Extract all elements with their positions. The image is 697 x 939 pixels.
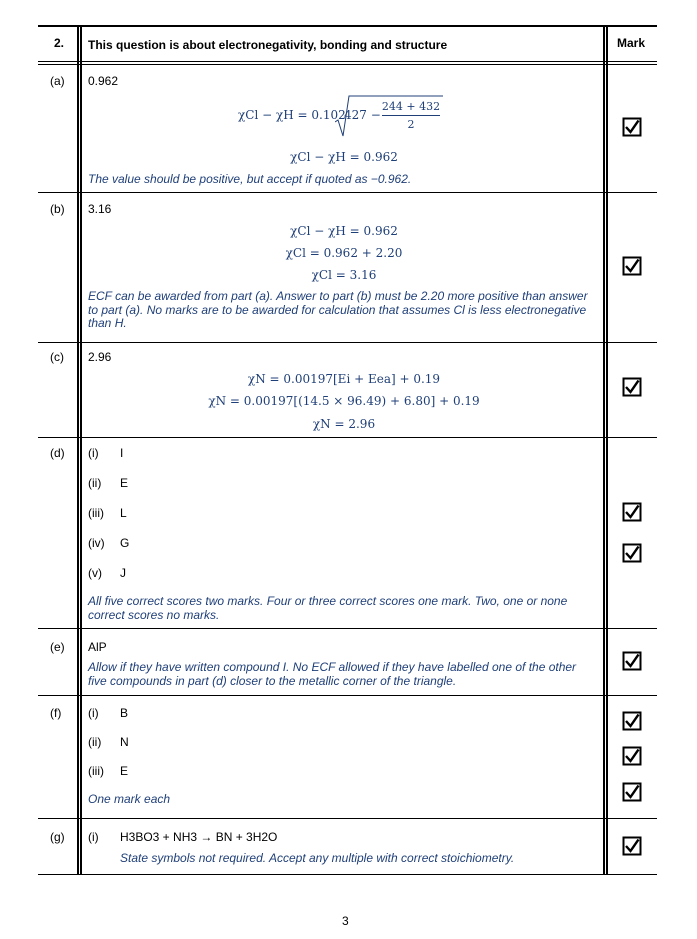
part-f-item-val: E <box>120 764 129 778</box>
part-e-note: Allow if they have written compound I. No ECF allowed if they have labelled one of the other five compounds in part (d) closer to the metallic corner of the triangle. <box>88 660 577 688</box>
part-e-answer: AlP <box>88 640 107 654</box>
part-d-item-num: (iv) <box>88 536 105 550</box>
part-a-eq2: χCl − χH = 0.962 <box>290 150 398 164</box>
mark-column-header: Mark <box>617 36 646 50</box>
bottom-rule <box>38 874 657 875</box>
part-f-item-num: (i) <box>88 706 99 720</box>
part-d-item-val: I <box>120 446 124 460</box>
col-rule-4 <box>606 25 608 875</box>
part-f-label: (f) <box>50 706 62 720</box>
part-c-answer: 2.96 <box>88 350 112 364</box>
fraction-bar <box>382 115 440 116</box>
question-number: 2. <box>54 36 65 50</box>
checked-box-icon <box>622 711 642 731</box>
row-rule-fg <box>38 818 657 819</box>
fraction-numerator: 244 + 432 <box>381 100 441 113</box>
part-d-item-num: (i) <box>88 446 99 460</box>
part-a-label: (a) <box>50 74 65 88</box>
checked-box-icon <box>622 377 642 397</box>
part-a-answer: 0.962 <box>88 74 119 88</box>
part-d-item-val: J <box>120 566 126 580</box>
part-c-eq1: χN = 0.00197[Ei + Eea] + 0.19 <box>247 372 441 386</box>
row-rule-cd <box>38 437 657 438</box>
part-c-eq3: χN = 2.96 <box>312 417 376 431</box>
part-g-item-num: (i) <box>88 830 99 844</box>
part-d-label: (d) <box>50 446 65 460</box>
part-f-item-num: (ii) <box>88 735 102 749</box>
part-a-eq1-inner: 427 − <box>344 108 381 122</box>
row-rule-bc <box>38 342 657 343</box>
part-b-answer: 3.16 <box>88 202 112 216</box>
part-c-eq2: χN = 0.00197[(14.5 × 96.49) + 6.80] + 0.19 <box>208 394 480 408</box>
part-d-item-val: L <box>120 506 127 520</box>
part-d-item-num: (v) <box>88 566 102 580</box>
col-rule-3 <box>603 25 605 875</box>
part-f-item-num: (iii) <box>88 764 104 778</box>
checked-box-icon <box>622 543 642 563</box>
checked-box-icon <box>622 836 642 856</box>
part-a-eq1-lhs: χCl − χH = 0.102 <box>238 108 346 122</box>
checked-box-icon <box>622 651 642 671</box>
col-rule-2 <box>80 25 82 875</box>
header-rule-2 <box>38 64 657 65</box>
part-b-eq1: χCl − χH = 0.962 <box>290 224 398 238</box>
row-rule-de <box>38 628 657 629</box>
fraction-denominator: 2 <box>407 118 415 131</box>
part-b-eq2: χCl = 0.962 + 2.20 <box>285 246 403 260</box>
part-g-equation: H3BO3 + NH3 → BN + 3H2O <box>120 830 278 844</box>
page-number: 3 <box>342 914 349 928</box>
part-b-eq3: χCl = 3.16 <box>311 268 377 282</box>
checked-box-icon <box>622 782 642 802</box>
part-b-note: ECF can be awarded from part (a). Answer to part (b) must be 2.20 more positive than answer to part (a). No marks are to be awarded for calculation that assumes Cl is less electronegative than H. <box>88 289 588 330</box>
row-rule-ab <box>38 192 657 193</box>
col-rule-1 <box>77 25 79 875</box>
part-b-label: (b) <box>50 202 65 216</box>
checked-box-icon <box>622 256 642 276</box>
question-title: This question is about electronegativity, bonding and structure <box>88 38 448 52</box>
part-f-item-val: B <box>120 706 129 720</box>
row-rule-ef <box>38 695 657 696</box>
top-rule <box>38 25 657 27</box>
part-g-label: (g) <box>50 830 65 844</box>
checked-box-icon <box>622 502 642 522</box>
part-d-item-val: E <box>120 476 129 490</box>
header-rule-1 <box>38 61 657 62</box>
part-d-item-val: G <box>120 536 130 550</box>
part-d-note: All five correct scores two marks. Four or three correct scores one mark. Two, one or none correct scores no marks. <box>88 594 568 622</box>
part-d-item-num: (ii) <box>88 476 102 490</box>
checked-box-icon <box>622 746 642 766</box>
part-e-label: (e) <box>50 640 65 654</box>
part-c-label: (c) <box>50 350 64 364</box>
checked-box-icon <box>622 117 642 137</box>
part-f-note: One mark each <box>88 792 171 806</box>
part-g-note: State symbols not required. Accept any multiple with correct stoichiometry. <box>120 851 515 865</box>
part-a-note: The value should be positive, but accept if quoted as −0.962. <box>88 172 412 186</box>
part-f-item-val: N <box>120 735 129 749</box>
part-d-item-num: (iii) <box>88 506 104 520</box>
